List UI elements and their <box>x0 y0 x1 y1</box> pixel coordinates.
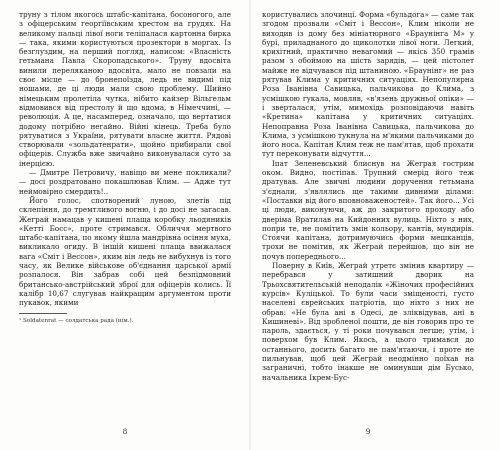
page-gutter <box>249 0 251 450</box>
footnote-rule <box>19 313 67 314</box>
paragraph: Його голос, спотворений луною, злетів під склепіння, до тремтливого вогню, і до досі не загасав. Жеграй намацав у кишені плаща коробку льодяників «Кетті Босс», проте стримався. Обличчя мертвого штабс-капітана, по якому йшла мандрівна осіння муха, викликало огиду. В іншій кишені плаща ввижалася вага «Сміт і Вессон», яким він ледь не вибухнув із того часу, як Велике військове об'єднання царської армії розпалося. Він забрав собі цей безпідмовний британсько-австрійський зброї для офіцерів колись. Її калібр 10,67 слугував найкращим аргументом проти пукавок, якими <box>19 195 231 308</box>
left-page <box>19 10 231 325</box>
paragraph: Іпат Зеленевський блиснув на Жеграя гострим оком. Видно, постіпав. Трупний смерід його теж дратував. Але звичні людини доручення гетьмана з'єднали, з'являлись ще такими дивними ділами: «Поставки від його вповноваженостей». Так його... Усі ці люди, виконуючи, аж до закритого проходу або дверіма Вратилав на Кийдонних вулиць. Ніхто з них, попри те, не помітить змін кольору, кантів, мундирів. Стоячи капітана, дотримуючись форми мешканців, трохи не помітив, як Жеграй перейшов, що він не почув попереднього... <box>262 158 474 261</box>
left-page-body <box>19 10 231 308</box>
page-number-left: 8 <box>122 427 128 436</box>
right-page-body <box>262 10 474 382</box>
page-number-right: 9 <box>365 427 371 436</box>
right-page <box>262 10 474 382</box>
paragraph: Поверну в Київ, Жеграй утретє змінив квартиру — перебрався у затишний дворик на Трьохсвятительській неподалік «Жіночих професійних курсів» Куліцької. То були часи зміщеності, густо населені єврейських патріотів, що ніхто з них не обрав: «Не була ані в Одесі, де зліквідував, ані в Кишиневі». Від зробленої пошти, де він говорив про те пароль, здається, у ті роки почувався легше; утім, і поверхом був Клим. Якось, а цього тримався до останнього, досить багато не пам'ятаючи, і проте не пильнував, щоб цей Жеграй неодмінно поїхав на заграничні, тобто інакше не оминувши дім Бусько, начальника Ікрем-Бус- <box>262 261 474 382</box>
paragraph: — Дмитре Петровичу, навіщо ви мене покликали? — досі роздратовано покашлював Клим. — Адже тут неймовірно смердить!.. <box>19 168 231 196</box>
paragraph: труну з тілом якогось штабс-капітана, босоногого, але з офіцерським георгіївським хрестом на грудях. На великому пальці лівої ноги теліпалася картонна бирка — така, якими користуються прозектори в моргах. Із безглуздим, на перший погляд, написом: «Власність гетьмана Павла Скоропадського». Труну вдосвіта винили переляканою вдосвіта, мало не повзали на своє місце — до бронепоїзда, ледь не видимі під ношами, де ці люди мали свою проблему. Шийно німецьким пролетіла чутка, нібито кайзер Вільгельм відмовився від престолу й що вдома, в Німеччині, — революція. А це, насамперед, означало, що вертатися додому потрібно негайно. Війні кінець. Треба було рятуватися з України, рятувати власне життя. Рядові створювали «зольдатенрати», щойно прибирали свої офіцерів. Служба вже звичайно виконувалася суто за інерцією. <box>19 10 231 168</box>
paragraph: користувались злочинці. Форма «бульдога» — саме так згодом прозвали «Сміт і Вессон», Клим ніколи не виходив із дому без мініатюрного «Браунінга М» у бурі, приладнаного до щиколотки лівої ноги. Легкий, крихітний, практично невагомий — якісь 350 грамів разом з обоймою на шість зарядів, — цей пістолет майже не відчувався під штаниною. «Браунінг» не раз рятував Клима у критичних ситуаціях. Непопулярна Роза Іванівна Савицька, пальчикова до Клима, з усмішкою гукала, мовляв, «в'язень дружньої опіки» — і зверталася, утім, мимохідь розповідаючи навіть «Кретина» капітана у критичних ситуаціях. Непоправна Роза Іванівна Савицька, пальчикова до Клима, з усмішкою тукнула на м'якими пальчиками до його носа. Капітан Клим теж не пам'ятав, щоб прохати тут переконувати відчуття... <box>262 10 474 159</box>
footnote: ¹ Soldatenrat — солдатська рада (нім.). <box>19 317 134 324</box>
